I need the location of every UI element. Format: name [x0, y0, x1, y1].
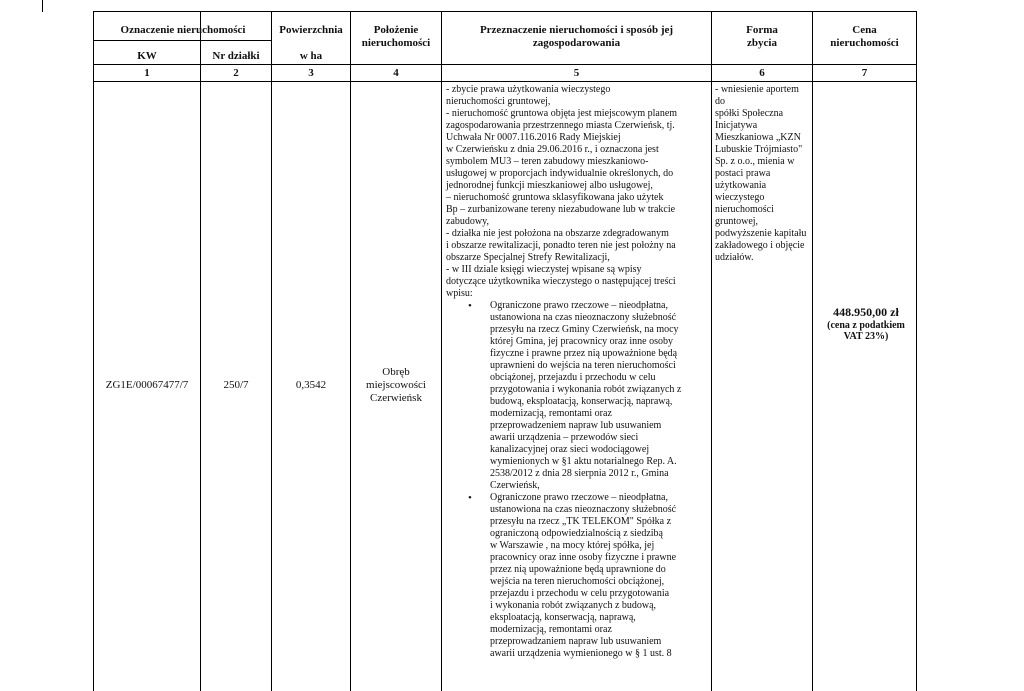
column-number: 7: [861, 67, 868, 79]
form-line: Mieszkaniowa „KZN: [715, 132, 801, 143]
header-purpose-2: zagospodarowania: [532, 37, 621, 49]
purpose-bullet-line: przesyłu na rzecz „TK TELEKOM" Spółka z: [490, 516, 672, 527]
purpose-bullet-line: modernizacją, remontami oraz: [490, 624, 612, 635]
purpose-bullet-line: i wykonania robót związanych z budową,: [490, 600, 657, 611]
purpose-line: w Czerwieńsku z dnia 29.06.2016 r., i oznaczona jest: [446, 144, 659, 155]
purpose-line: Uchwała Nr 0007.116.2016 Rady Miejskiej: [446, 132, 621, 143]
cell-form-of-sale: [715, 84, 811, 264]
cell-price: [816, 305, 916, 342]
purpose-line: - nieruchomość gruntowa objęta jest miejscowym planem: [446, 108, 678, 119]
purpose-line: zabudowy,: [446, 216, 489, 227]
column-number: 6: [759, 67, 765, 79]
header-property-designation: Oznaczenie nieruchomości: [120, 24, 246, 36]
purpose-line: symbolem MU3 – teren zabudowy mieszkaniowo-: [446, 156, 649, 167]
price-note: (cena z podatkiem: [827, 320, 905, 331]
header-plot-number: Nr działki: [212, 50, 260, 62]
purpose-bullet-line: ustanowiona na czas nieoznaczony służebność: [490, 312, 677, 323]
purpose-bullet-line: pracownicy oraz inne osoby fizyczne i prawne: [490, 552, 677, 563]
header-form-2: zbycia: [747, 37, 777, 49]
purpose-bullet-1: [446, 300, 710, 492]
purpose-line: – nieruchomość gruntowa sklasyfikowana jako użytek: [446, 192, 664, 203]
purpose-bullet-line: ustanowiona na czas nieoznaczony służebność: [490, 504, 677, 515]
form-line: podwyższenie kapitału: [715, 228, 807, 239]
purpose-line: nieruchomości gruntowej,: [446, 96, 551, 107]
purpose-bullet-line: wymienionych w §1 aktu notarialnego Rep. A.: [490, 456, 677, 467]
header-kw: KW: [137, 50, 157, 62]
purpose-line: jednorodnej funkcji mieszkaniowej albo usługowej,: [446, 180, 653, 191]
purpose-bullet-line: przez nią upoważnione będą uprawnione do: [490, 564, 666, 575]
purpose-bullet-line: której Gmina, jej pracownicy oraz inne osoby: [490, 336, 673, 347]
header-bottom-line: [94, 64, 916, 65]
form-line: wieczystego: [715, 192, 765, 203]
col-divider: [812, 12, 813, 691]
column-number: 2: [233, 67, 239, 79]
purpose-bullet-line: fizyczne i prawne przez nią upoważnione będą: [490, 348, 678, 359]
cell-location-line: Czerwieńsk: [370, 392, 422, 404]
purpose-bullet-line: przeprowadzaniem napraw lub usuwaniem: [490, 636, 662, 647]
purpose-line: obszarze Specjalnej Strefy Rewitalizacji,: [446, 252, 610, 263]
purpose-line: usługowej w proporcjach indywidualnie określonych, do: [446, 168, 674, 179]
purpose-bullet-line: eksploatacją, konserwacją, naprawą,: [490, 612, 636, 623]
col-divider: [441, 12, 442, 691]
form-line: - wniesienie aportem do: [715, 84, 799, 107]
cell-plot-number: 250/7: [223, 379, 249, 391]
purpose-bullet-line: przygotowania i wykonania robót związanych z: [490, 384, 682, 395]
form-line: Sp. z o.o., mienia w: [715, 156, 795, 167]
header-price-2: nieruchomości: [830, 37, 899, 49]
purpose-line: dotyczące użytkownika wieczystego o następującej treści: [446, 276, 676, 287]
header-price: Cena: [852, 24, 877, 36]
purpose-line: - w III dziale księgi wieczystej wpisane są wpisy: [446, 264, 642, 275]
col-divider: [200, 12, 201, 691]
col-divider: [271, 12, 272, 691]
purpose-bullet-line: 2538/2012 z dnia 28 sierpnia 2012 r., Gmina: [490, 468, 669, 479]
cell-location-line: miejscowości: [366, 379, 426, 391]
form-line: postaci prawa: [715, 168, 771, 179]
purpose-line: i obszarze rewitalizacji, ponadto teren nie jest położny na: [446, 240, 676, 251]
form-line: nieruchomości: [715, 204, 774, 215]
price-value: 448.950,00 zł: [833, 305, 899, 319]
header-purpose: Przeznaczenie nieruchomości i sposób jej: [479, 24, 674, 36]
purpose-bullet-2: [446, 492, 710, 660]
header-area: Powierzchnia: [279, 24, 343, 36]
purpose-intro: [446, 84, 710, 300]
purpose-line: - działka nie jest położona na obszarze zdegradowanym: [446, 228, 669, 239]
form-line: spółki Społeczna: [715, 108, 784, 119]
column-number: 1: [144, 67, 150, 79]
column-number: 5: [573, 67, 580, 79]
cell-location: [351, 366, 441, 405]
purpose-bullet-line: w Warszawie , na mocy której spółka, jej: [490, 540, 655, 551]
purpose-bullet-line: ograniczoną odpowiedzialnością z siedzibą: [490, 528, 663, 539]
purpose-line: zagospodarowania przestrzennego miasta Czerwieńsk, tj.: [446, 120, 675, 131]
form-line: Inicjatywa: [715, 120, 758, 131]
purpose-line: - zbycie prawa użytkowania wieczystego: [446, 84, 611, 95]
header-area-unit: w ha: [299, 50, 323, 62]
column-number: 4: [393, 67, 399, 79]
header-location-2: nieruchomości: [361, 37, 431, 49]
form-line: zakładowego i objęcie: [715, 240, 805, 251]
column-number: 3: [308, 67, 314, 79]
form-line: udziałów.: [715, 252, 754, 263]
purpose-bullet-line: modernizacją, remontami oraz: [490, 408, 612, 419]
purpose-bullet-line: kanalizacyjnej oraz sieci wodociągowej: [490, 444, 650, 455]
header-location: Położenie: [373, 24, 419, 36]
purpose-line: Bp – zurbanizowane tereny niezabudowane lub w trakcie: [446, 204, 676, 215]
purpose-bullet-line: obciążonej, przejazdu i przechodu w celu: [490, 372, 656, 383]
cell-purpose: [446, 84, 710, 660]
purpose-bullet-line: Czerwieńsk,: [490, 480, 540, 491]
col-divider: [350, 12, 351, 691]
purpose-bullet-line: • Ograniczone prawo rzeczowe – nieodpłatna,: [490, 492, 668, 503]
purpose-bullet-line: awarii urządzenia – przewodów sieci: [490, 432, 639, 443]
cell-area: 0,3542: [295, 379, 327, 391]
group-header-divider: [94, 40, 272, 41]
purpose-bullet-line: wejścia na teren nieruchomości obciążonej,: [490, 576, 665, 587]
form-line: Lubuskie Trójmiasto": [715, 144, 803, 155]
purpose-bullet-line: przeprowadzeniem napraw lub usuwaniem: [490, 420, 662, 431]
purpose-bullet-line: awarii urządzenia wymienionego w § 1 ust. 8: [490, 648, 672, 659]
purpose-bullet-line: przejazdu i przechodu w celu przygotowania: [490, 588, 670, 599]
column-number-line: [94, 81, 916, 82]
purpose-line: wpisu:: [446, 288, 473, 299]
header-form: Forma: [746, 24, 778, 36]
text-cursor-mark: [42, 0, 43, 12]
col-divider: [711, 12, 712, 691]
form-line: gruntowej,: [715, 216, 759, 227]
purpose-bullet-line: przesyłu na rzecz Gminy Czerwieńsk, na mocy: [490, 324, 679, 335]
purpose-bullet-line: • Ograniczone prawo rzeczowe – nieodpłatna,: [490, 300, 668, 311]
property-table: [93, 11, 917, 691]
cell-location-line: Obręb: [382, 366, 410, 378]
form-line: użytkowania: [715, 180, 767, 191]
purpose-bullet-line: budową, eksploatacją, konserwacją, naprawą,: [490, 396, 673, 407]
price-note-2: VAT 23%): [843, 331, 889, 342]
cell-kw: ZG1E/00067477/7: [105, 379, 189, 391]
purpose-bullet-line: uprawnieni do wejścia na teren nieruchomości: [490, 360, 676, 371]
